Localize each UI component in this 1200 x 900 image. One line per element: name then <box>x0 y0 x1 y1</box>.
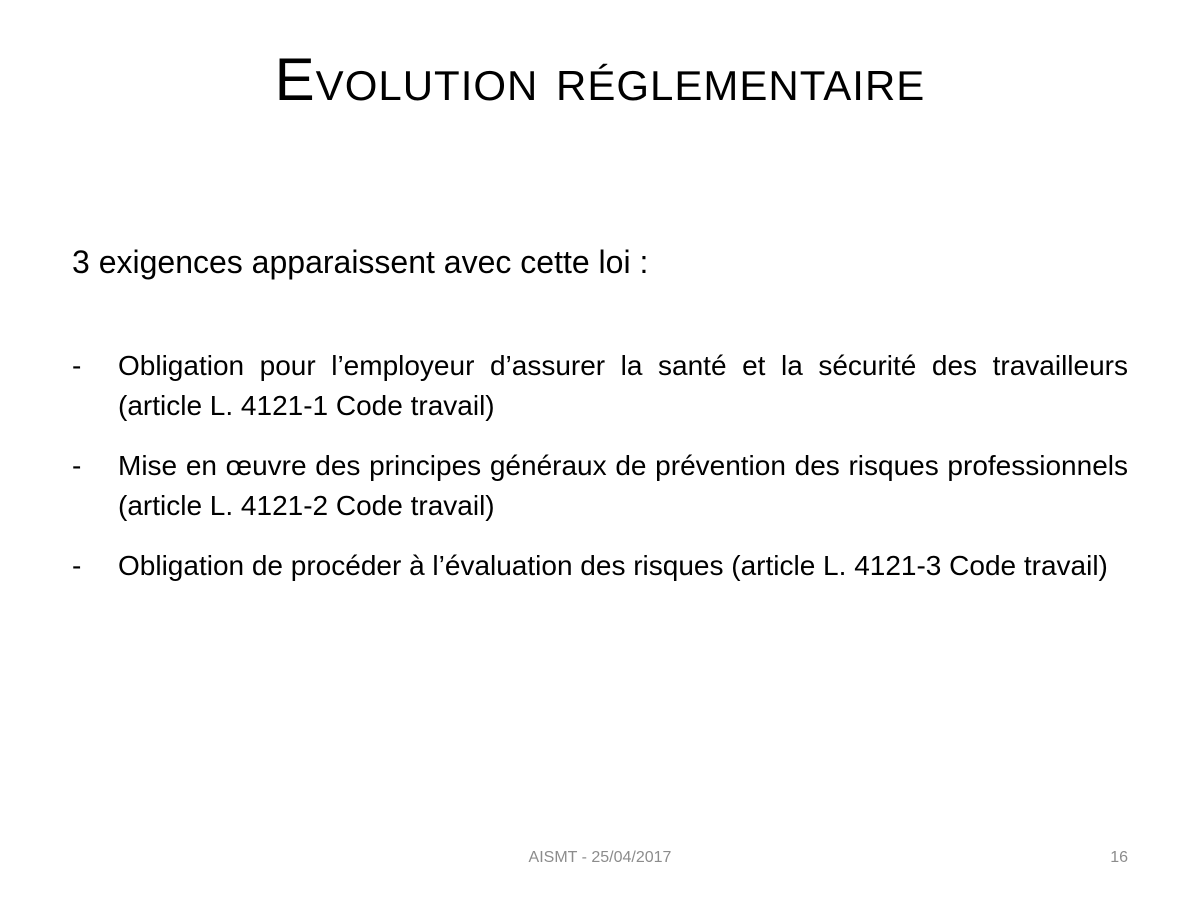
footer-text: AISMT - 25/04/2017 <box>528 849 672 866</box>
list-item <box>72 446 1128 526</box>
slide-title: Evolution réglementaire <box>274 46 926 113</box>
list-item <box>72 546 1128 586</box>
page-number: 16 <box>1110 849 1128 866</box>
requirements-list <box>72 346 1128 606</box>
bullet-dash: - <box>72 350 82 381</box>
list-item <box>72 346 1128 426</box>
list-item-text: Obligation de procéder à l’évaluation des risques (article L. 4121-3 Code travail) <box>118 550 1108 581</box>
list-item-text: Obligation pour l’employeur d’assurer la santé et la sécurité des travailleurs (article L. 4121-1 Code travail) <box>118 350 1128 421</box>
intro-text: 3 exigences apparaissent avec cette loi : <box>72 244 649 280</box>
list-item-text: Mise en œuvre des principes généraux de prévention des risques professionnels (article L. 4121-2 Code travail) <box>118 450 1128 521</box>
bullet-dash: - <box>72 550 82 581</box>
bullet-dash: - <box>72 450 82 481</box>
